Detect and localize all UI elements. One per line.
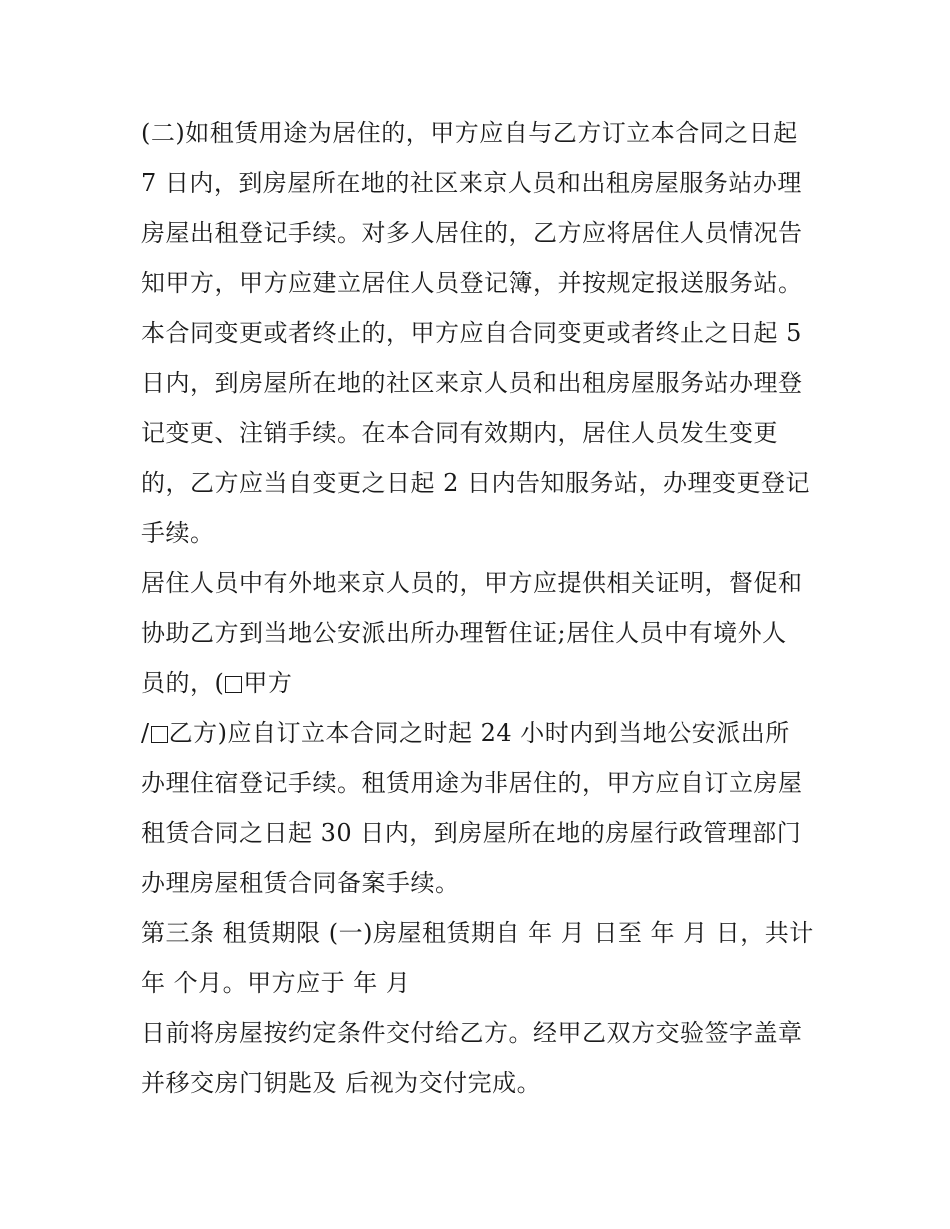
- text-line: 租赁合同之日起 30 日内，到房屋所在地的房屋行政管理部门: [141, 819, 802, 847]
- text-line: 居住人员中有外地来京人员的，甲方应提供相关证明，督促和: [141, 569, 803, 597]
- text-line: 的，乙方应当自变更之日起 2 日内告知服务站，办理变更登记: [141, 469, 811, 497]
- checkbox-party-a[interactable]: [225, 676, 242, 693]
- text-line: 记变更、注销手续。在本合同有效期内，居住人员发生变更: [141, 419, 778, 447]
- text-fragment: 员的，(: [141, 669, 225, 697]
- text-fragment: 甲方: [243, 669, 293, 697]
- document-body: [141, 108, 821, 1108]
- text-line: 房屋出租登记手续。对多人居住的，乙方应将居住人员情况告: [141, 219, 803, 247]
- text-line: 7 日内，到房屋所在地的社区来京人员和出租房屋服务站办理: [141, 169, 802, 197]
- text-line: 日内，到房屋所在地的社区来京人员和出租房屋服务站办理登: [141, 369, 803, 397]
- text-line: 办理住宿登记手续。租赁用途为非居住的，甲方应自订立房屋: [141, 769, 803, 797]
- text-line-article-3: 第三条 租赁期限 (一)房屋租赁期自 年 月 日至 年 月 日，共计: [141, 919, 814, 947]
- checkbox-party-b[interactable]: [151, 726, 168, 743]
- text-line: 年 个月。甲方应于 年 月: [141, 969, 411, 997]
- text-line: 协助乙方到当地公安派出所办理暂住证;居住人员中有境外人: [141, 619, 787, 647]
- text-line: (二)如租赁用途为居住的，甲方应自与乙方订立本合同之日起: [141, 119, 798, 147]
- text-line-checkbox-party-b: [141, 708, 821, 758]
- text-fragment: 乙方)应自订立本合同之时起 24 小时内到当地公安派出所: [168, 719, 790, 747]
- text-line: 知甲方，甲方应建立居住人员登记簿，并按规定报送服务站。: [141, 269, 803, 297]
- text-line: 办理房屋租赁合同备案手续。: [141, 869, 460, 897]
- text-line: 手续。: [141, 519, 215, 547]
- text-line: 本合同变更或者终止的，甲方应自合同变更或者终止之日起 5: [141, 319, 802, 347]
- text-fragment: /: [141, 719, 150, 747]
- text-line: 并移交房门钥匙及 后视为交付完成。: [141, 1069, 542, 1097]
- text-line: 日前将房屋按约定条件交付给乙方。经甲乙双方交验签字盖章: [141, 1019, 803, 1047]
- text-line-checkbox-party-a: [141, 658, 821, 708]
